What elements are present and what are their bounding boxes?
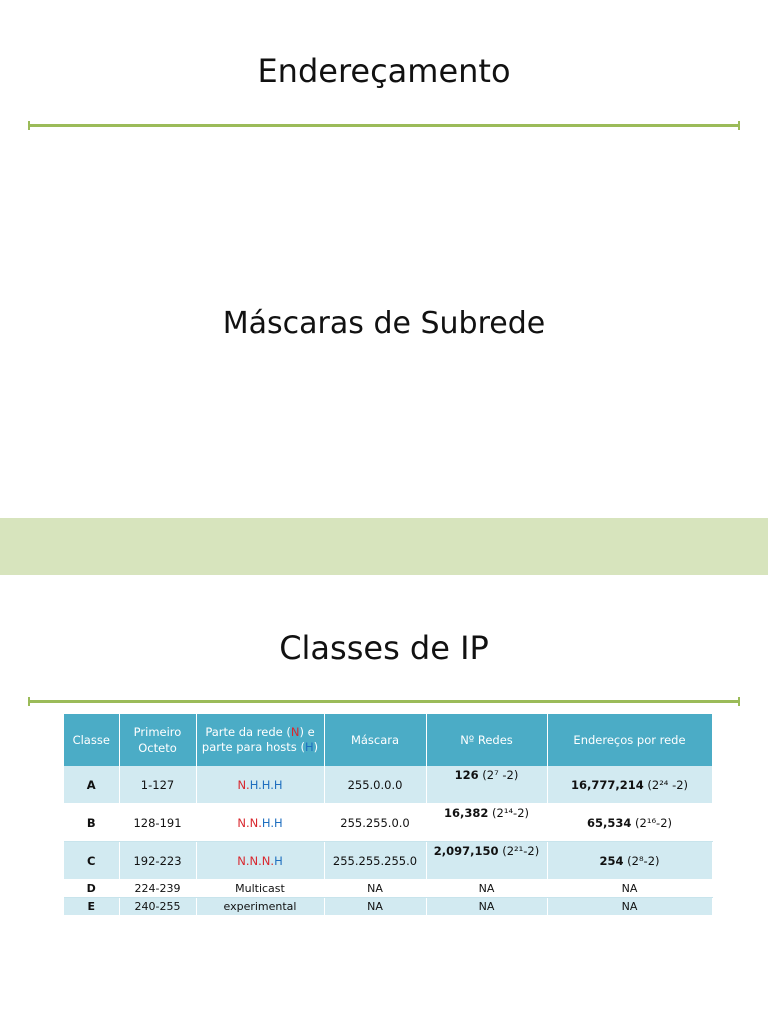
title-divider <box>28 124 740 127</box>
slide-subtitle: Máscaras de Subrede <box>222 306 546 341</box>
header-mascara: Máscara <box>324 714 426 766</box>
title-divider-2 <box>28 700 740 703</box>
header-primeiro-octeto: Primeiro Octeto <box>119 714 196 766</box>
header-n-redes: Nº Redes <box>426 714 547 766</box>
table-row-class-d: D 224-239 Multicast NA NA NA <box>64 880 712 898</box>
slide-separator-band <box>0 518 768 575</box>
table-row-class-b: B 128-191 N.N.H.H 255.255.0.0 16,382 (2¹⁴-2) 65,534 (2¹⁶-2) <box>64 804 712 842</box>
host-marker: H <box>304 740 314 754</box>
slide-title: Endereçamento <box>257 52 511 90</box>
ip-classes-table <box>64 714 713 916</box>
table-row-class-a: A 1-127 N.H.H.H 255.0.0.0 126 (2⁷ -2) 16,777,214 (2²⁴ -2) <box>64 766 712 804</box>
table-row-class-c: C 192-223 N.N.N.H 255.255.255.0 2,097,150 (2²¹-2) 254 (2⁸-2) <box>64 842 712 880</box>
table-header-row <box>64 714 712 766</box>
header-parte-rede-hosts: Parte da rede (N) e parte para hosts (H) <box>196 714 324 766</box>
slide-title-2: Classes de IP <box>279 629 489 667</box>
header-classe: Classe <box>64 714 119 766</box>
header-enderecos-por-rede: Endereços por rede <box>547 714 712 766</box>
network-marker: N <box>290 725 300 739</box>
table-row-class-e: E 240-255 experimental NA NA NA <box>64 898 712 916</box>
